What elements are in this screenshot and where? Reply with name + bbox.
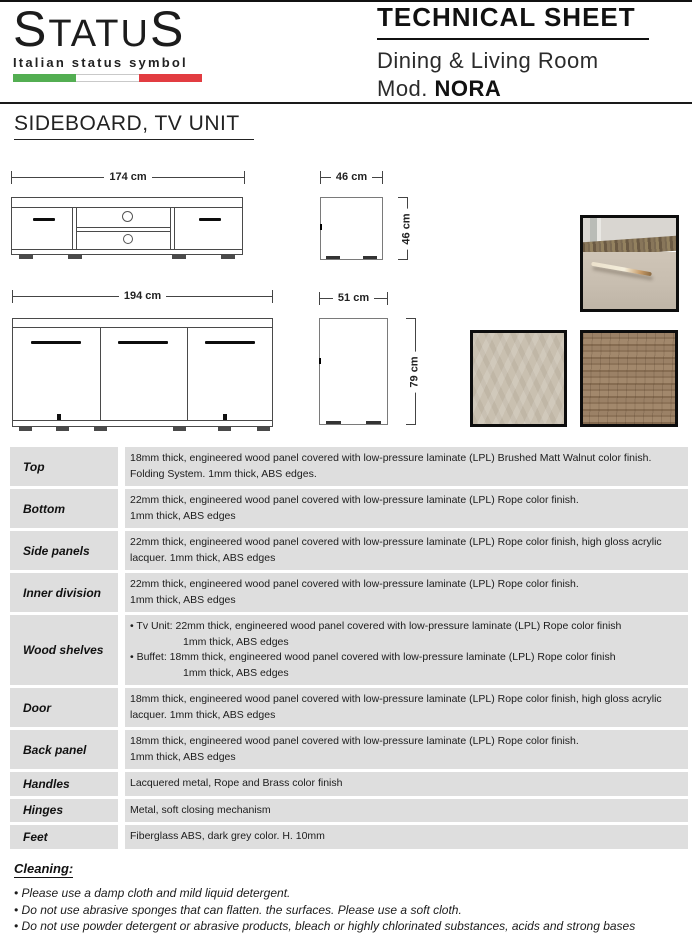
flag-white-segment: [76, 74, 139, 82]
spec-line: Folding System. 1mm thick, ABS edges.: [130, 467, 317, 480]
spec-line: 1mm thick, ABS edges: [130, 750, 236, 763]
tv-side-height-label: 46 cm: [402, 208, 413, 249]
spec-label-top: Top: [10, 447, 118, 486]
spec-line: 1mm thick, ABS edges: [130, 593, 236, 606]
tv-unit-side-view: [320, 197, 383, 260]
spec-label-back-panel: Back panel: [10, 730, 118, 769]
spec-label-feet: Feet: [10, 825, 118, 849]
spec-line: Metal, soft closing mechanism: [130, 803, 271, 816]
spec-line: 18mm thick, engineered wood panel covered with low-pressure laminate (LPL) Brushed Matt Walnut color finish.: [130, 452, 652, 464]
spec-line: 1mm thick, ABS edges: [183, 666, 289, 679]
sideboard-hinge-mark: [57, 414, 61, 420]
dimension-tick: [272, 290, 273, 303]
dimension-line: [152, 177, 244, 178]
spec-line: lacquer. 1mm thick, ABS edges: [130, 708, 276, 721]
tv-foot: [221, 255, 235, 259]
spec-label-bottom: Bottom: [10, 489, 118, 528]
spec-label-wood-shelves: Wood shelves: [10, 615, 118, 685]
sideboard-foot: [257, 427, 270, 431]
sideboard-side-height-dimension: [409, 318, 422, 425]
status-logo: [13, 1, 213, 82]
tv-cable-hole-upper: [122, 211, 133, 222]
rope-finish-swatch: [470, 330, 567, 427]
italian-flag-bar: [13, 74, 202, 82]
sideboard-side-foot: [366, 421, 381, 424]
spec-line: 18mm thick, engineered wood panel covered with low-pressure laminate (LPL) Rope color finish, high gloss acrylic: [130, 693, 662, 705]
sideboard-foot: [94, 427, 107, 431]
dimension-line: [321, 177, 331, 178]
cleaning-title: Cleaning:: [14, 861, 74, 876]
logo-letter-last: S: [149, 1, 186, 57]
sideboard-door-divider: [100, 327, 101, 421]
spec-line: lacquer. 1mm thick, ABS edges: [130, 551, 276, 564]
spec-line: 18mm thick, engineered wood panel covered with low-pressure laminate (LPL) Rope color finish.: [130, 735, 579, 747]
model-label: Mod.: [377, 76, 435, 101]
spec-desc-inner-division: [125, 573, 688, 612]
model-name: NORA: [434, 76, 502, 101]
header-divider-rule: [0, 102, 692, 104]
dimension-line: [320, 298, 333, 299]
sideboard-width-dimension: [12, 290, 273, 303]
dimension-tick: [382, 171, 383, 184]
sideboard-front-view: [12, 318, 273, 433]
tv-left-divider-inner: [76, 207, 77, 250]
tv-front-outline: [11, 197, 243, 255]
sideboard-foot: [56, 427, 69, 431]
tv-side-handle-dot: [320, 224, 322, 230]
dimension-line: [374, 298, 387, 299]
sideboard-door-handle: [118, 341, 168, 344]
sideboard-outline: [12, 318, 273, 427]
spec-label-hinges: Hinges: [10, 799, 118, 823]
sideboard-top-panel-line: [13, 327, 272, 328]
spec-line: 22mm thick, engineered wood panel covered with low-pressure laminate (LPL) Rope color finish, high gloss acrylic: [130, 536, 662, 548]
spec-line: 1mm thick, ABS edges: [130, 509, 236, 522]
dimension-line: [372, 177, 382, 178]
spec-label-handles: Handles: [10, 772, 118, 796]
spec-line: Fiberglass ABS, dark grey color. H. 10mm: [130, 830, 325, 842]
spec-desc-top: [125, 447, 688, 486]
sideboard-door-divider: [187, 327, 188, 421]
spec-table: [10, 447, 688, 849]
sideboard-foot: [19, 427, 32, 431]
tv-left-door-handle: [33, 218, 55, 221]
cleaning-section: [14, 860, 684, 935]
tv-unit-front-view: [11, 197, 243, 261]
dimension-tick: [244, 171, 245, 184]
sideboard-door-handle: [205, 341, 255, 344]
sideboard-side-foot: [326, 421, 341, 424]
tv-foot: [68, 255, 82, 259]
tv-foot: [19, 255, 33, 259]
spec-line: • Buffet: 18mm thick, engineered wood panel covered with low-pressure laminate (LPL) Rope color finish: [130, 651, 616, 663]
tv-side-foot: [326, 256, 340, 259]
spec-line: • Tv Unit: 22mm thick, engineered wood panel covered with low-pressure laminate (LPL) Rope color finish: [130, 620, 622, 632]
sideboard-width-label: 194 cm: [123, 290, 162, 302]
dimension-line: [166, 296, 272, 297]
sideboard-door-handle: [31, 341, 81, 344]
dimension-line: [12, 177, 104, 178]
spec-line: 1mm thick, ABS edges: [183, 635, 289, 648]
spec-desc-wood-shelves: [125, 615, 688, 685]
dimension-line: [13, 296, 119, 297]
sideboard-foot: [218, 427, 231, 431]
tv-shelf-line-inner: [76, 231, 170, 232]
logo-letter-first: S: [13, 1, 49, 57]
flag-red-segment: [139, 74, 202, 82]
dimension-tick: [398, 259, 408, 260]
tv-right-door-handle: [199, 218, 221, 221]
sideboard-side-view: [319, 318, 388, 425]
dimension-tick: [406, 318, 416, 319]
spec-desc-bottom: [125, 489, 688, 528]
spec-line: Lacquered metal, Rope and Brass color finish: [130, 777, 343, 789]
tv-foot: [172, 255, 186, 259]
sideboard-side-width-dimension: [319, 292, 388, 305]
sideboard-side-height-label: 79 cm: [410, 351, 421, 392]
tv-side-foot: [363, 256, 377, 259]
section-title: SIDEBOARD, TV UNIT: [14, 112, 254, 140]
tv-side-width-label: 46 cm: [335, 171, 368, 183]
tv-front-width-dimension: [11, 171, 245, 184]
sideboard-base-line: [13, 420, 272, 421]
spec-desc-feet: [125, 825, 688, 849]
spec-label-door: Door: [10, 688, 118, 727]
tv-right-divider: [174, 207, 175, 250]
spec-desc-back-panel: [125, 730, 688, 769]
photo-glossy-surface: [583, 252, 676, 309]
sideboard-side-width-label: 51 cm: [337, 292, 370, 304]
model-line: [377, 76, 677, 102]
sheet-subtitle: Dining & Living Room: [377, 48, 599, 73]
tv-shelf-line: [76, 227, 170, 228]
sheet-title: TECHNICAL SHEET: [377, 2, 636, 32]
sheet-title-underline: [377, 38, 649, 40]
spec-line: 22mm thick, engineered wood panel covered with low-pressure laminate (LPL) Rope color finish.: [130, 494, 579, 506]
tv-cable-hole-lower: [123, 234, 133, 244]
spec-desc-door: [125, 688, 688, 727]
cleaning-item: • Please use a damp cloth and mild liquid detergent.: [14, 886, 291, 900]
dimension-tick: [406, 424, 416, 425]
spec-line: 22mm thick, engineered wood panel covered with low-pressure laminate (LPL) Rope color finish.: [130, 578, 579, 590]
tv-left-divider: [72, 207, 73, 250]
spec-label-side-panels: Side panels: [10, 531, 118, 570]
walnut-finish-swatch: [580, 330, 678, 427]
cleaning-item: • Do not use powder detergent or abrasive products, bleach or highly chlorinated substances, acids and strong bases: [14, 919, 636, 933]
status-logo-wordmark: [13, 1, 213, 57]
logo-letters-mid: TATU: [48, 13, 150, 55]
sideboard-hinge-mark: [223, 414, 227, 420]
flag-green-segment: [13, 74, 76, 82]
cleaning-item: • Do not use abrasive sponges that can flatten. the surfaces. Please use a soft cloth.: [14, 902, 462, 917]
spec-desc-side-panels: [125, 531, 688, 570]
spec-desc-handles: [125, 772, 688, 796]
detail-photo-swatch: [580, 215, 679, 312]
dimension-tick: [398, 197, 408, 198]
tv-top-panel-line: [12, 207, 242, 208]
tv-right-divider-inner: [170, 207, 171, 250]
sheet-title-block: [377, 2, 677, 102]
logo-tagline: Italian status symbol: [13, 55, 188, 70]
sideboard-foot: [173, 427, 186, 431]
tv-front-width-label: 174 cm: [109, 171, 147, 183]
spec-label-inner-division: Inner division: [10, 573, 118, 612]
sideboard-side-handle-dot: [319, 358, 321, 364]
tv-side-width-dimension: [320, 171, 383, 184]
tv-side-height-dimension: [401, 197, 414, 260]
dimension-tick: [387, 292, 388, 305]
spec-desc-hinges: [125, 799, 688, 823]
tv-base-line: [12, 249, 242, 250]
